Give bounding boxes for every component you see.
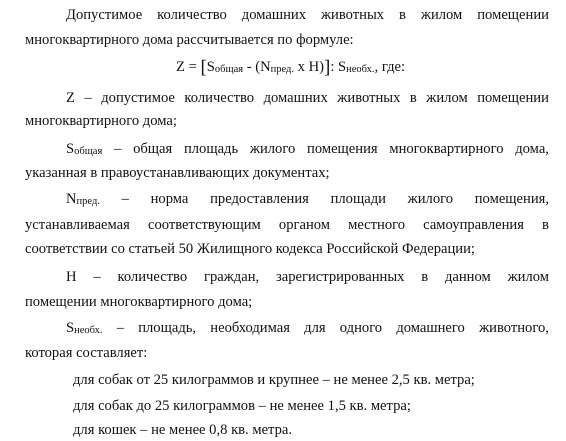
- formula-bracket-close: ]: [324, 57, 331, 78]
- word: соответствующим: [147, 217, 261, 233]
- word: –: [121, 191, 129, 207]
- n-def-symbol: Nпред.: [66, 191, 100, 207]
- word: животных: [320, 7, 385, 23]
- word: в: [409, 90, 417, 106]
- word: необходимая: [210, 320, 290, 336]
- word: жилом: [426, 90, 468, 106]
- word: жилого: [249, 141, 296, 157]
- word: многоквартирного: [389, 141, 504, 157]
- word: помещении: [477, 90, 549, 106]
- word: в: [421, 269, 429, 285]
- formula-s: S: [206, 59, 215, 75]
- word: количество: [184, 90, 255, 106]
- word: домашнего: [396, 320, 465, 336]
- formula-s2-sub: необх.: [346, 64, 375, 75]
- formula-n-sub: пред.: [270, 64, 294, 75]
- list-item: для кошек – не менее 0,8 кв. метра.: [73, 422, 293, 438]
- sneobx-def-line-2: которая составляет:: [25, 345, 148, 361]
- list-item: для собак до 25 килограммов – не менее 1,5 кв. метра;: [73, 398, 411, 414]
- word: площадь: [183, 141, 239, 157]
- word: в: [399, 7, 406, 23]
- word: самоуправления: [423, 217, 524, 233]
- word: зарегистрированных: [275, 269, 405, 285]
- formula: [176, 58, 405, 79]
- word: количество: [117, 269, 188, 285]
- word: органом: [278, 217, 331, 233]
- word: Z: [66, 90, 75, 106]
- h-def-line-2: помещении многоквартирного дома;: [25, 294, 253, 310]
- word: данном: [444, 269, 491, 285]
- word: Допустимое: [66, 7, 143, 23]
- n-def-line-2: [25, 216, 549, 234]
- word: местного: [348, 217, 406, 233]
- sneobx-def-line-1: [66, 319, 549, 340]
- word: площадь,: [138, 320, 197, 336]
- word: граждан,: [203, 269, 260, 285]
- word: устанавливаемая: [25, 217, 130, 233]
- word: помещении: [477, 7, 549, 23]
- h-def-line-1: [66, 268, 549, 286]
- word: предоставления: [210, 191, 309, 207]
- formula-colon: : S: [330, 59, 347, 75]
- formula-lhs: Z =: [176, 59, 201, 75]
- word: жилом: [507, 269, 549, 285]
- list-item: для собак от 25 килограммов и крупнее – не менее 2,5 кв. метра;: [73, 372, 475, 388]
- word: животных: [337, 90, 401, 106]
- word: для: [304, 320, 326, 336]
- sneobx-def-symbol: Sнеобх.: [66, 320, 103, 336]
- word: домашних: [263, 90, 328, 106]
- s-def-line-2: указанная в правоустанавливающих документах;: [25, 165, 330, 181]
- word: норма: [150, 191, 189, 207]
- s-def-line-1: [66, 140, 549, 161]
- word: помещения,: [474, 191, 549, 207]
- word: жилого: [407, 191, 454, 207]
- word: домашних: [241, 7, 307, 23]
- word: одного: [339, 320, 383, 336]
- word: животного,: [479, 320, 549, 336]
- word: допустимое: [101, 90, 175, 106]
- intro-line-1: [66, 6, 549, 24]
- n-def-line-1: [66, 190, 549, 211]
- word: –: [116, 320, 124, 336]
- word: площади: [330, 191, 386, 207]
- formula-bracket-open: [: [200, 57, 207, 78]
- formula-tail: , где:: [374, 59, 406, 75]
- formula-times-h: x H): [294, 59, 324, 75]
- word: –: [93, 269, 101, 285]
- intro-line-2: многоквартирного дома рассчитывается по формуле:: [25, 32, 354, 48]
- z-def-line-2: многоквартирного дома;: [25, 113, 177, 129]
- word: общая: [133, 141, 173, 157]
- word: Н: [66, 269, 77, 285]
- word: количество: [157, 7, 227, 23]
- word: жилом: [420, 7, 463, 23]
- word: –: [84, 90, 92, 106]
- word: дома,: [515, 141, 549, 157]
- z-def-line-1: [66, 89, 549, 107]
- formula-minus: - (N: [243, 59, 271, 75]
- n-def-line-3: соответствии со статьей 50 Жилищного кодекса Российской Федерации;: [25, 241, 475, 257]
- word: в: [542, 217, 549, 233]
- formula-s-sub: общая: [214, 64, 244, 75]
- word: –: [114, 141, 122, 157]
- word: помещения: [307, 141, 378, 157]
- s-def-symbol: Sобщая: [66, 141, 103, 157]
